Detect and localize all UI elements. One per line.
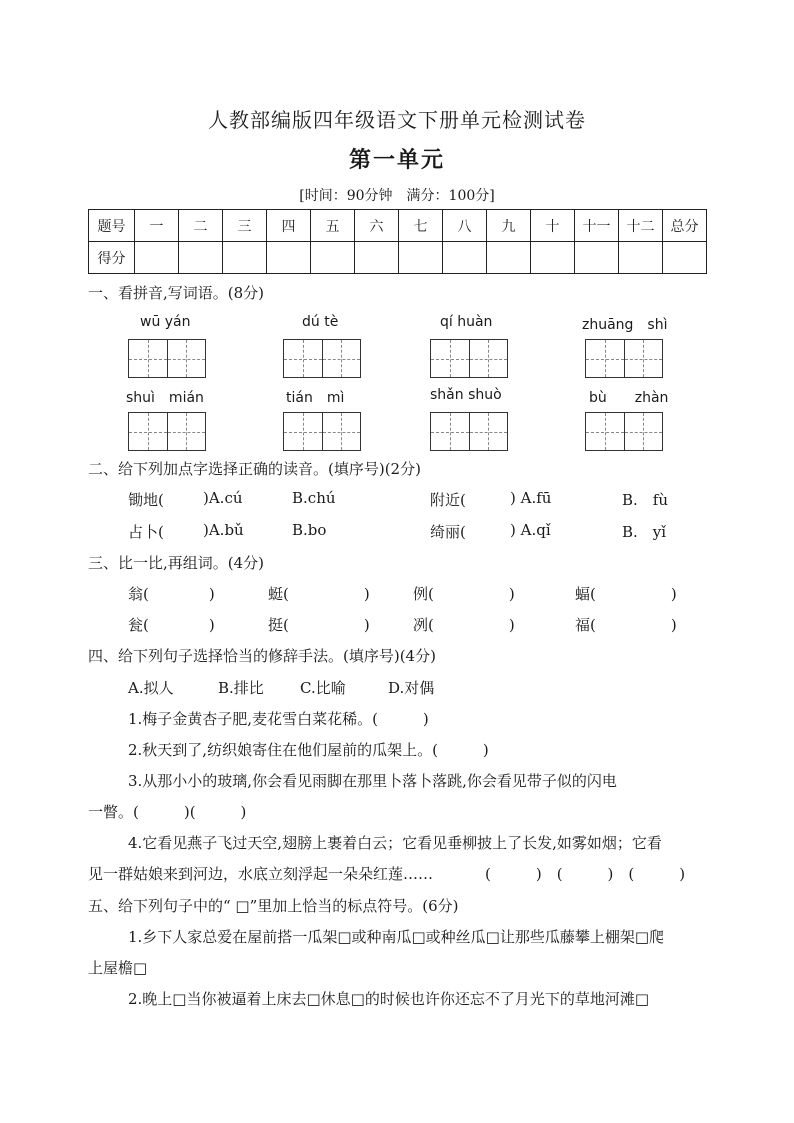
score-table-header-row	[89, 210, 707, 242]
writing-grid[interactable]	[128, 339, 206, 378]
pinyin-label: shǎn shuò	[430, 387, 502, 403]
reading-option: B.bo	[292, 521, 327, 539]
reading-word: 占卜(	[128, 523, 164, 541]
score-entry-cell[interactable]	[223, 242, 267, 274]
answer-blanks: ( ) ( ) ( )	[485, 865, 686, 883]
score-entry-cell[interactable]	[399, 242, 443, 274]
section2-heading: 二、给下列加点字选择正确的读音。(填序号)(2分)	[88, 460, 421, 478]
score-cell: 十二	[619, 210, 663, 242]
writing-grid[interactable]	[128, 412, 206, 451]
reading-option: ) A.fū	[510, 489, 552, 507]
score-table	[88, 209, 707, 274]
reading-option: B. yǐ	[622, 523, 667, 541]
score-entry-cell[interactable]	[355, 242, 399, 274]
score-entry-cell[interactable]	[179, 242, 223, 274]
reading-option: ) A.qǐ	[510, 521, 551, 539]
rhetoric-option: A.拟人	[128, 679, 174, 697]
compare-word: 福( )	[575, 616, 677, 634]
pinyin-label: dú tè	[302, 314, 339, 330]
score-cell: 四	[267, 210, 311, 242]
score-cell: 六	[355, 210, 399, 242]
score-cell: 九	[487, 210, 531, 242]
pinyin-label: shuì mián	[126, 390, 204, 406]
pinyin-label: wū yán	[140, 314, 191, 330]
score-cell: 七	[399, 210, 443, 242]
score-entry-cell[interactable]	[619, 242, 663, 274]
score-entry-cell[interactable]	[135, 242, 179, 274]
question-text: 2.晚上□当你被逼着上床去□休息□的时候也许你还忘不了月光下的草地河滩□	[128, 990, 650, 1008]
reading-word: 绮丽(	[430, 523, 466, 541]
section4-heading: 四、给下列句子选择恰当的修辞手法。(填序号)(4分)	[88, 647, 436, 665]
writing-grid[interactable]	[585, 339, 663, 378]
pinyin-label: zhuāng shì	[582, 317, 668, 333]
question-text: 见一群姑娘来到河边，水底立刻浮起一朵朵红莲……	[88, 865, 434, 883]
question-text: 1.梅子金黄杏子肥,麦花雪白菜花稀。( )	[128, 710, 429, 728]
reading-option: B. fù	[622, 491, 669, 509]
compare-word: 冽( )	[413, 616, 515, 634]
rhetoric-option: C.比喻	[300, 679, 346, 697]
compare-word: 瓮( )	[128, 616, 215, 634]
unit-title: 第一单元	[348, 147, 445, 173]
score-cell: 十一	[575, 210, 619, 242]
score-entry-cell[interactable]	[531, 242, 575, 274]
score-entry-cell[interactable]	[443, 242, 487, 274]
compare-word: 蜓( )	[268, 585, 370, 603]
score-cell: 总分	[663, 210, 707, 242]
score-entry-cell[interactable]	[487, 242, 531, 274]
score-entry-cell[interactable]	[575, 242, 619, 274]
question-text: 2.秋天到了,纺织娘寄住在他们屋前的瓜架上。( )	[128, 741, 489, 759]
rhetoric-option: D.对偶	[388, 679, 435, 697]
reading-word: 附近(	[430, 491, 466, 509]
reading-option: )A.cú	[203, 489, 243, 507]
writing-grid[interactable]	[585, 412, 663, 451]
time-score-info: [时间：90分钟 满分：100分]	[299, 188, 495, 204]
section1-heading: 一、看拼音,写词语。(8分)	[88, 284, 265, 302]
rhetoric-option: B.排比	[218, 679, 264, 697]
writing-grid[interactable]	[283, 339, 361, 378]
question-text: 一瞥。( )( )	[88, 803, 247, 821]
score-cell: 五	[311, 210, 355, 242]
pinyin-label: qí huàn	[440, 314, 493, 330]
reading-option: B.chú	[292, 489, 336, 507]
score-cell: 二	[179, 210, 223, 242]
score-label-cell: 得分	[89, 242, 135, 274]
reading-option: )A.bǔ	[203, 521, 244, 539]
score-cell: 题号	[89, 210, 135, 242]
compare-word: 挺( )	[268, 616, 370, 634]
score-table-score-row	[89, 242, 707, 274]
score-cell: 十	[531, 210, 575, 242]
writing-grid[interactable]	[430, 412, 508, 451]
writing-grid[interactable]	[283, 412, 361, 451]
score-cell: 八	[443, 210, 487, 242]
compare-word: 例( )	[413, 585, 515, 603]
compare-word: 蝠( )	[575, 585, 677, 603]
exam-title: 人教部编版四年级语文下册单元检测试卷	[208, 108, 586, 132]
question-text: 1.乡下人家总爱在屋前搭一瓜架□或种南瓜□或种丝瓜□让那些瓜藤攀上棚架□爬	[128, 928, 665, 946]
question-text: 上屋檐□	[88, 959, 148, 977]
score-entry-cell[interactable]	[311, 242, 355, 274]
reading-word: 锄地(	[128, 491, 164, 509]
score-cell: 一	[135, 210, 179, 242]
question-text: 4.它看见燕子飞过天空,翅膀上裹着白云；它看见垂柳披上了长发,如雾如烟；它看	[128, 834, 662, 852]
question-text: 3.从那小小的玻璃,你会看见雨脚在那里卜落卜落跳,你会看见带子似的闪电	[128, 772, 617, 790]
compare-word: 翁( )	[128, 585, 215, 603]
score-entry-cell[interactable]	[267, 242, 311, 274]
writing-grid[interactable]	[430, 339, 508, 378]
pinyin-label: bù zhàn	[589, 390, 669, 406]
score-cell: 三	[223, 210, 267, 242]
score-entry-cell[interactable]	[663, 242, 707, 274]
pinyin-label: tián mì	[286, 390, 345, 406]
section3-heading: 三、比一比,再组词。(4分)	[88, 554, 265, 572]
section5-heading: 五、给下列句子中的“ □”里加上恰当的标点符号。(6分)	[88, 897, 459, 915]
